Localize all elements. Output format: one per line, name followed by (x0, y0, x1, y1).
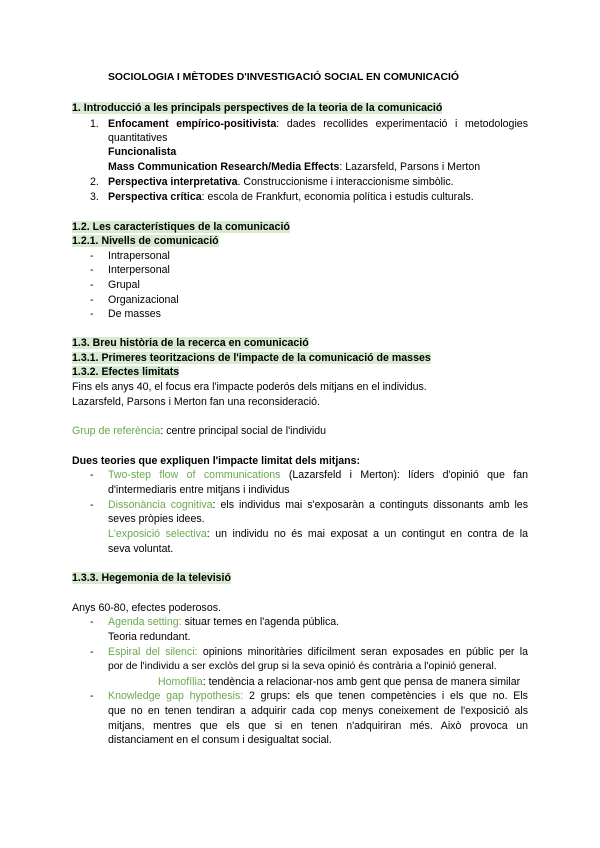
list-item-two-step: Two-step flow of communications (Lazarsfeld i Merton): líders d'opinió que fan (108, 469, 528, 481)
list-subitem-mass-communication: Mass Communication Research/Media Effects: Lazarsfeld, Parsons i Merton (108, 161, 481, 173)
section-1-3-2-heading: 1.3.2. Efectes limitats (72, 366, 180, 378)
bullet-dash: - (90, 264, 94, 276)
list-item-continuation: quantitatives (108, 132, 168, 144)
list-number: 2. (90, 176, 99, 188)
list-item-espiral-silenci: Espiral del silenci: opinions minoritàries difícilment seran exposades en públic per la (108, 646, 528, 658)
bullet-dash: - (90, 690, 94, 702)
dues-teories-heading: Dues teories que expliquen l'impacte limitat dels mitjans: (72, 455, 361, 467)
section-1-2-1-heading: 1.2.1. Nivells de comunicació (72, 235, 219, 247)
list-item-interpretativa: Perspectiva interpretativa. Construccionisme i interaccionisme simbòlic. (108, 176, 454, 188)
section-1-2-heading: 1.2. Les característiques de la comunicació (72, 221, 290, 233)
list-item-continuation: distanciament en el consum i desigualtat social. (108, 734, 332, 746)
paragraph: Anys 60-80, efectes poderosos. (72, 602, 221, 614)
grup-referencia-line: Grup de referència: centre principal social de l'individu (72, 425, 327, 437)
section-1-3-3-heading: 1.3.3. Hegemonia de la televisió (72, 572, 231, 584)
list-number: 1. (90, 118, 99, 130)
bullet-dash: - (90, 646, 94, 658)
bullet-dash: - (90, 279, 94, 291)
list-item-continuation: seva voluntat. (108, 543, 174, 555)
list-item-continuation: que no en tenen tendiran a adquirir cada cop menys coneixement de l'exposició als (108, 705, 528, 717)
bullet-dash: - (90, 294, 94, 306)
list-item-continuation: d'intermediaris entre mitjans i individus (108, 484, 290, 496)
list-item-continuation: mitjans, mentres que els que si en tenen n'adquiriran més. Això provoca un (108, 720, 528, 732)
list-item-critica: Perspectiva crítica: escola de Frankfurt, economia política i estudis culturals. (108, 191, 474, 203)
list-item-continuation: por de l'individu a ser exclòs del grup si la seva opinió és contrària a l'opinió general. (108, 661, 497, 672)
bullet-dash: - (90, 616, 94, 628)
list-item: Grupal (108, 279, 140, 291)
list-subitem-funcionalista: Funcionalista (108, 146, 177, 158)
section-1-3-heading: 1.3. Breu història de la recerca en comunicació (72, 337, 309, 349)
list-item-continuation: Teoria redundant. (108, 631, 191, 643)
list-number: 3. (90, 191, 99, 203)
paragraph: Fins els anys 40, el focus era l'impacte poderós dels mitjans en el individus. (72, 381, 427, 393)
list-item: Interpersonal (108, 264, 170, 276)
homofilia-line: Homofília: tendència a relacionar-nos amb gent que pensa de manera similar (158, 676, 521, 688)
list-item-continuation: seves pròpies idees. (108, 513, 205, 525)
list-item: Intrapersonal (108, 250, 170, 262)
paragraph: Lazarsfeld, Parsons i Merton fan una reconsideració. (72, 396, 320, 408)
list-item-empiric: Enfocament empírico-positivista: dades recollides experimentació i metodologies (108, 118, 528, 130)
bullet-dash: - (90, 499, 94, 511)
bullet-dash: - (90, 250, 94, 262)
section-1-3-1-heading: 1.3.1. Primeres teoritzacions de l'impacte de la comunicació de masses (72, 352, 431, 364)
bullet-dash: - (90, 308, 94, 320)
section-1-heading: 1. Introducció a les principals perspectives de la teoria de la comunicació (72, 102, 443, 114)
list-item: De masses (108, 308, 161, 320)
document-title: SOCIOLOGIA I MÈTODES D'INVESTIGACIÓ SOCIAL EN COMUNICACIÓ (108, 72, 459, 83)
list-item-exposicio: L'exposició selectiva: un individu no és mai exposat a un contingut en contra de la (108, 528, 528, 540)
list-item: Organizacional (108, 294, 179, 306)
list-item-agenda-setting: Agenda setting: situar temes en l'agenda pública. (108, 616, 340, 628)
bullet-dash: - (90, 469, 94, 481)
list-item-dissonancia: Dissonància cognitiva: els individus mai s'exposaràn a continguts dissonants amb les (108, 499, 528, 511)
list-item-knowledge-gap: Knowledge gap hypothesis: 2 grups: els que tenen competències i els que no. Els (108, 690, 528, 702)
